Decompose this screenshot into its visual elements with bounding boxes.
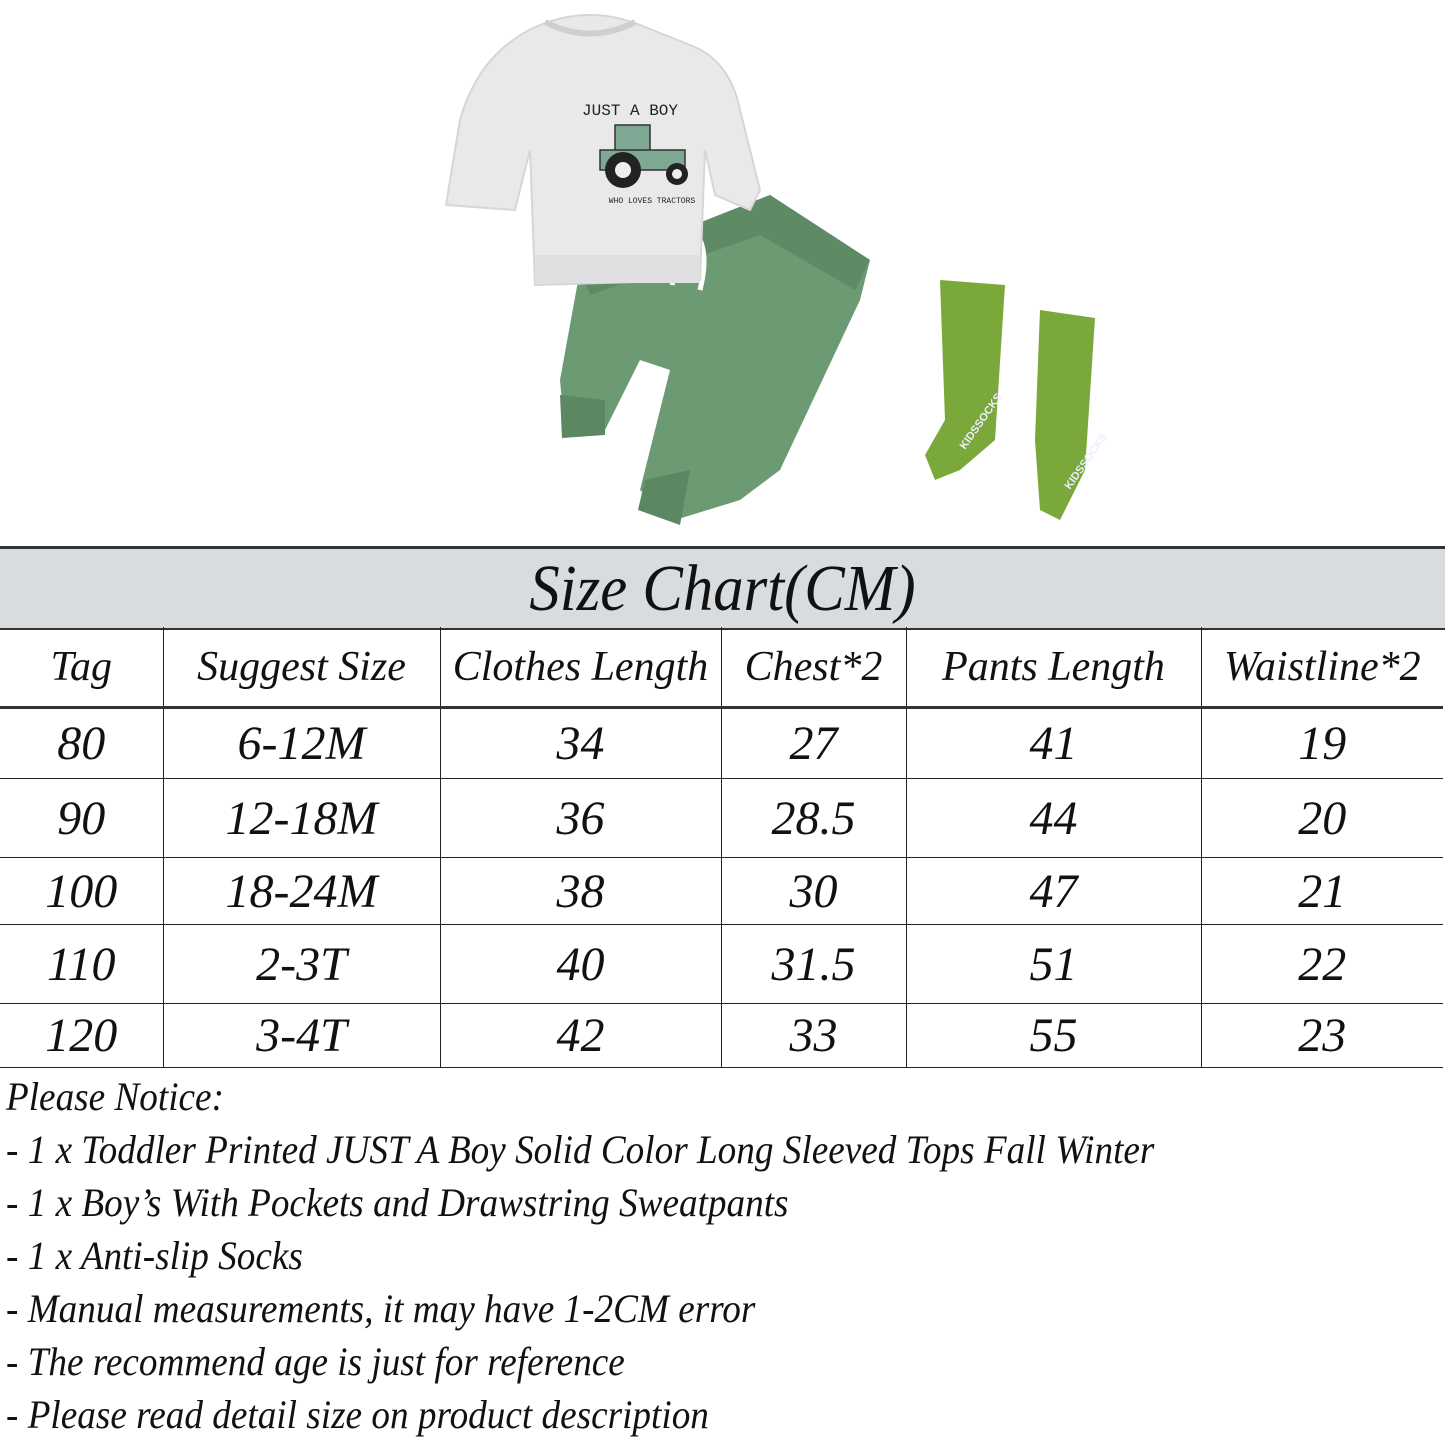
shirt-print-bottom: WHO LOVES TRACTORS — [608, 197, 696, 206]
cell-suggest-size: 18-24M — [163, 858, 440, 925]
cell-chest: 30 — [721, 858, 906, 925]
cell-suggest-size: 12-18M — [163, 779, 440, 858]
cell-waistline: 19 — [1201, 708, 1443, 779]
sock-print: KIDSSOCKS — [957, 391, 1005, 452]
cell-waistline: 21 — [1201, 858, 1443, 925]
header-waistline: Waistline*2 — [1201, 627, 1443, 708]
table-row — [0, 779, 1443, 858]
cell-clothes-length: 40 — [440, 925, 721, 1004]
note-item: - Manual measurements, it may have 1-2CM error — [6, 1286, 756, 1331]
cell-tag: 90 — [0, 779, 163, 858]
cell-suggest-size: 6-12M — [163, 708, 440, 779]
cell-pants-length: 44 — [906, 779, 1201, 858]
header-tag: Tag — [0, 627, 163, 708]
cell-suggest-size: 2-3T — [163, 925, 440, 1004]
table-row — [0, 708, 1443, 779]
table-row — [0, 858, 1443, 925]
socks-image — [925, 280, 1110, 520]
cell-tag: 80 — [0, 708, 163, 779]
notes-section — [6, 1070, 1241, 1441]
cell-pants-length: 51 — [906, 925, 1201, 1004]
cell-tag: 120 — [0, 1004, 163, 1068]
header-suggest-size: Suggest Size — [163, 627, 440, 708]
cell-clothes-length: 42 — [440, 1004, 721, 1068]
header-pants-length: Pants Length — [906, 627, 1201, 708]
table-row — [0, 925, 1443, 1004]
notes-heading: Please Notice: — [6, 1074, 224, 1119]
table-header-row — [0, 627, 1443, 708]
cell-pants-length: 47 — [906, 858, 1201, 925]
note-item: - The recommend age is just for reference — [6, 1339, 625, 1384]
cell-chest: 27 — [721, 708, 906, 779]
shirt-print-top: JUST A BOY — [581, 102, 679, 120]
cell-chest: 31.5 — [721, 925, 906, 1004]
size-chart-title-band — [0, 546, 1445, 630]
cell-waistline: 22 — [1201, 925, 1443, 1004]
note-item: - 1 x Boy’s With Pockets and Drawstring Sweatpants — [6, 1180, 789, 1225]
size-chart-table — [0, 627, 1443, 1068]
cell-pants-length: 55 — [906, 1004, 1201, 1068]
cell-waistline: 23 — [1201, 1004, 1443, 1068]
cell-clothes-length: 36 — [440, 779, 721, 858]
cell-clothes-length: 34 — [440, 708, 721, 779]
cell-suggest-size: 3-4T — [163, 1004, 440, 1068]
cell-tag: 110 — [0, 925, 163, 1004]
size-chart-title: Size Chart(CM) — [529, 552, 916, 625]
note-item: - 1 x Anti-slip Socks — [6, 1233, 303, 1278]
cell-clothes-length: 38 — [440, 858, 721, 925]
note-item: - Please read detail size on product description — [6, 1392, 709, 1437]
table-row — [0, 1004, 1443, 1068]
note-item: - 1 x Toddler Printed JUST A Boy Solid Color Long Sleeved Tops Fall Winter — [6, 1127, 1155, 1172]
cell-pants-length: 41 — [906, 708, 1201, 779]
header-chest: Chest*2 — [721, 627, 906, 708]
cell-chest: 33 — [721, 1004, 906, 1068]
cell-tag: 100 — [0, 858, 163, 925]
cell-waistline: 20 — [1201, 779, 1443, 858]
cell-chest: 28.5 — [721, 779, 906, 858]
header-clothes-length: Clothes Length — [440, 627, 721, 708]
product-photo — [440, 0, 1180, 540]
sock-print: KIDSSOCKS — [1062, 431, 1110, 492]
